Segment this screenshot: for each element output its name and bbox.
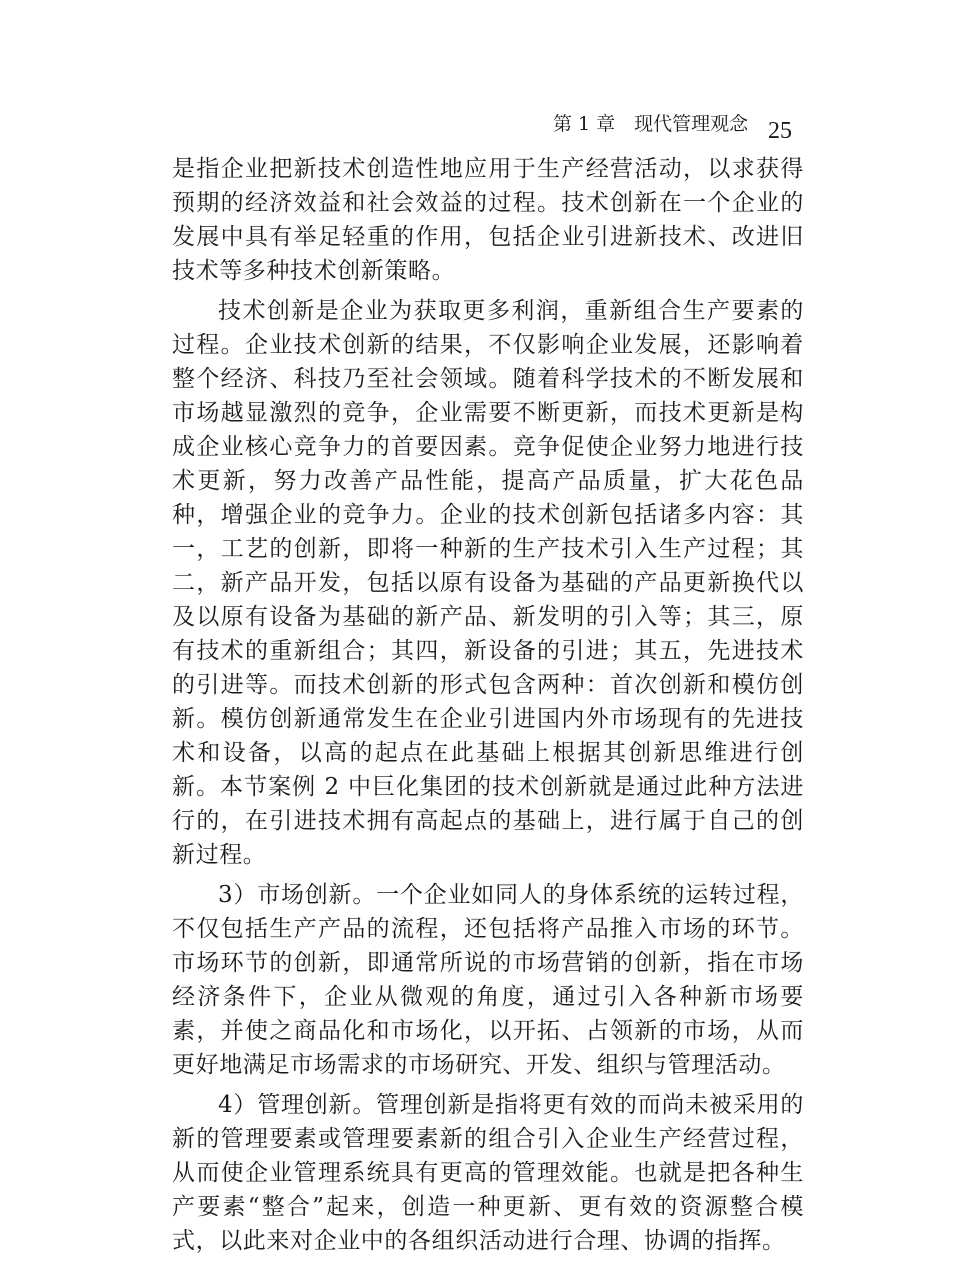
- paragraph-technology-innovation: 技术创新是企业为获取更多利润，重新组合生产要素的过程。企业技术创新的结果，不仅影响企业发展，还影响着整个经济、科技乃至社会领域。随着科学技术的不断发展和市场越显激烈的竞争，企业需要不断更新，而技术更新是构成企业核心竞争力的首要因素。竞争促使企业努力地进行技术更新，努力改善产品性能，提高产品质量，扩大花色品种，增强企业的竞争力。企业的技术创新包括诸多内容：其一，工艺的创新，即将一种新的生产技术引入生产过程；其二，新产品开发，包括以原有设备为基础的产品更新换代以及以原有设备为基础的新产品、新发明的引入等；其三，原有技术的重新组合；其四，新设备的引进；其五，先进技术的引进等。而技术创新的形式包含两种：首次创新和模仿创新。模仿创新通常发生在企业引进国内外市场现有的先进技术和设备，以高的起点在此基础上根据其创新思维进行创新。本节案例 2 中巨化集团的技术创新就是通过此种方法进行的，在引进技术拥有高起点的基础上，进行属于自己的创新过程。: [172, 298, 804, 868]
- body-text: [172, 152, 804, 1258]
- paragraph-management-innovation: 4）管理创新。管理创新是指将更有效的而尚未被采用的新的管理要素或管理要素新的组合引入企业生产经营过程，从而使企业管理系统具有更高的管理效能。也就是把各种生产要素“整合”起来，创造一种更新、更有效的资源整合模式，以此来对企业中的各组织活动进行合理、协调的指挥。: [172, 1092, 804, 1254]
- running-header: 第 1 章 现代管理观念: [553, 113, 749, 135]
- page-number: 25: [768, 118, 792, 144]
- paragraph-continuation: 是指企业把新技术创造性地应用于生产经营活动，以求获得预期的经济效益和社会效益的过程。技术创新在一个企业的发展中具有举足轻重的作用，包括企业引进新技术、改进旧技术等多种技术创新策略。: [172, 156, 804, 284]
- paragraph-market-innovation: 3）市场创新。一个企业如同人的身体系统的运转过程，不仅包括生产产品的流程，还包括将产品推入市场的环节。市场环节的创新，即通常所说的市场营销的创新，指在市场经济条件下，企业从微观的角度，通过引入各种新市场要素，并使之商品化和市场化，以开拓、占领新的市场，从而更好地满足市场需求的市场研究、开发、组织与管理活动。: [172, 882, 804, 1078]
